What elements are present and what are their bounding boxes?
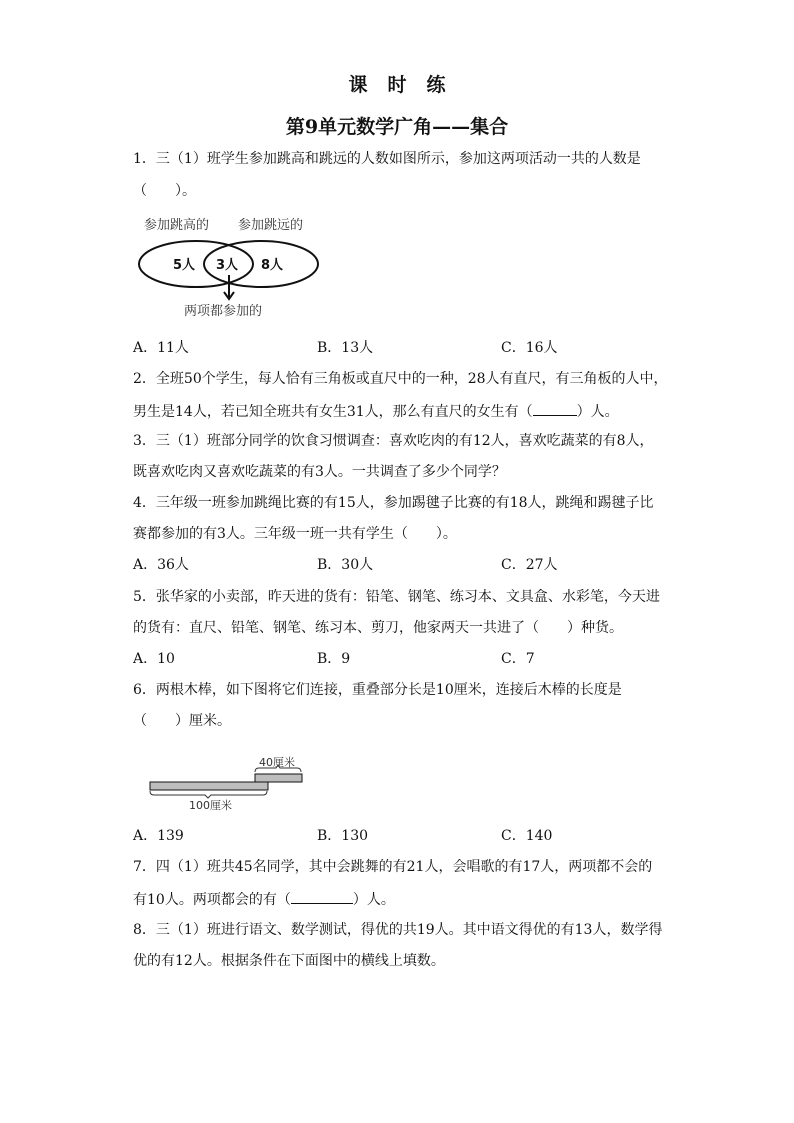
- page-title: 课时练: [348, 74, 466, 96]
- q6-option-a[interactable]: A．139: [133, 828, 184, 844]
- q4-text-line1: 4．三年级一班参加跳绳比赛的有15人，参加踢毽子比赛的有18人，跳绳和踢毽子比: [133, 495, 654, 511]
- q3-text-line1: 3．三（1）班部分同学的饮食习惯调查：喜欢吃肉的有12人，喜欢吃蔬菜的有8人，: [133, 433, 654, 449]
- q8-text-line1: 8．三（1）班进行语文、数学测试，得优的共19人。其中语文得优的有13人，数学得: [133, 922, 663, 938]
- stick-long: [150, 782, 268, 790]
- stick-long-brace: [150, 791, 267, 798]
- q1-text-line1: 1．三（1）班学生参加跳高和跳远的人数如图所示，参加这两项活动一共的人数是: [133, 151, 641, 167]
- q7-text-line2: [133, 889, 395, 909]
- q4-option-b[interactable]: B．30人: [317, 557, 374, 573]
- q7-text-line2-a: 有10人。两项都会的有（: [133, 892, 291, 908]
- q1-option-a[interactable]: A．11人: [133, 340, 189, 356]
- q4-option-c[interactable]: C．27人: [501, 557, 558, 573]
- q2-answer-blank[interactable]: [533, 401, 577, 416]
- q7-text-line1: 7．四（1）班共45名同学，其中会跳舞的有21人，会唱歌的有17人，两项都不会的: [133, 859, 653, 875]
- unit-subtitle: 第9单元数学广角——集合: [285, 116, 509, 138]
- venn-left-value: 5人: [173, 258, 196, 273]
- q2-text-line2: [133, 401, 619, 421]
- q2-text-line1: 2．全班50个学生，每人恰有三角板或直尺中的一种，28人有直尺，有三角板的人中，: [133, 371, 668, 387]
- q1-option-b[interactable]: B．13人: [317, 340, 374, 356]
- q7-text-line2-b: ）人。: [352, 892, 395, 908]
- q5-text-line1: 5．张华家的小卖部，昨天进的货有：铅笔、钢笔、练习本、文具盒、水彩笔，今天进: [133, 589, 660, 605]
- venn-label-left: 参加跳高的: [144, 218, 210, 233]
- q5-text-line2: 的货有：直尺、铅笔、钢笔、练习本、剪刀，他家两天一共进了（ ）种货。: [133, 620, 623, 636]
- q2-text-line2-b: ）人。: [576, 404, 619, 420]
- q8-text-line2: 优的有12人。根据条件在下面图中的横线上填数。: [133, 953, 445, 969]
- q1-venn-diagram: [130, 205, 340, 325]
- q5-option-c[interactable]: C．7: [501, 651, 535, 667]
- stick-short: [255, 774, 302, 782]
- venn-right-value: 8人: [261, 258, 284, 273]
- q1-option-c[interactable]: C．16人: [501, 340, 558, 356]
- q5-option-b[interactable]: B．9: [317, 651, 351, 667]
- stick-long-label: 100厘米: [189, 799, 232, 812]
- q6-text-line1: 6．两根木棒，如下图将它们连接，重叠部分长是10厘米，连接后木棒的长度是: [133, 682, 622, 698]
- q7-answer-blank[interactable]: [291, 889, 353, 904]
- q1-text-line2: （ ）。: [133, 183, 196, 199]
- q6-option-b[interactable]: B．130: [317, 828, 369, 844]
- q3-text-line2: 既喜欢吃肉又喜欢吃蔬菜的有3人。一共调查了多少个同学？: [133, 464, 506, 480]
- venn-label-right: 参加跳远的: [238, 218, 304, 233]
- q5-option-a[interactable]: A．10: [133, 651, 175, 667]
- q6-stick-figure: [145, 748, 310, 812]
- q6-option-c[interactable]: C．140: [501, 828, 553, 844]
- q6-text-line2: （ ）厘米。: [133, 713, 231, 729]
- stick-short-label: 40厘米: [259, 756, 295, 769]
- venn-middle-value: 3人: [216, 258, 239, 273]
- q2-text-line2-a: 男生是14人，若已知全班共有女生31人，那么有直尺的女生有（: [133, 404, 533, 420]
- q4-option-a[interactable]: A．36人: [133, 557, 189, 573]
- q4-text-line2: 赛都参加的有3人。三年级一班一共有学生（ ）。: [133, 526, 457, 542]
- venn-bottom-label: 两项都参加的: [184, 304, 263, 319]
